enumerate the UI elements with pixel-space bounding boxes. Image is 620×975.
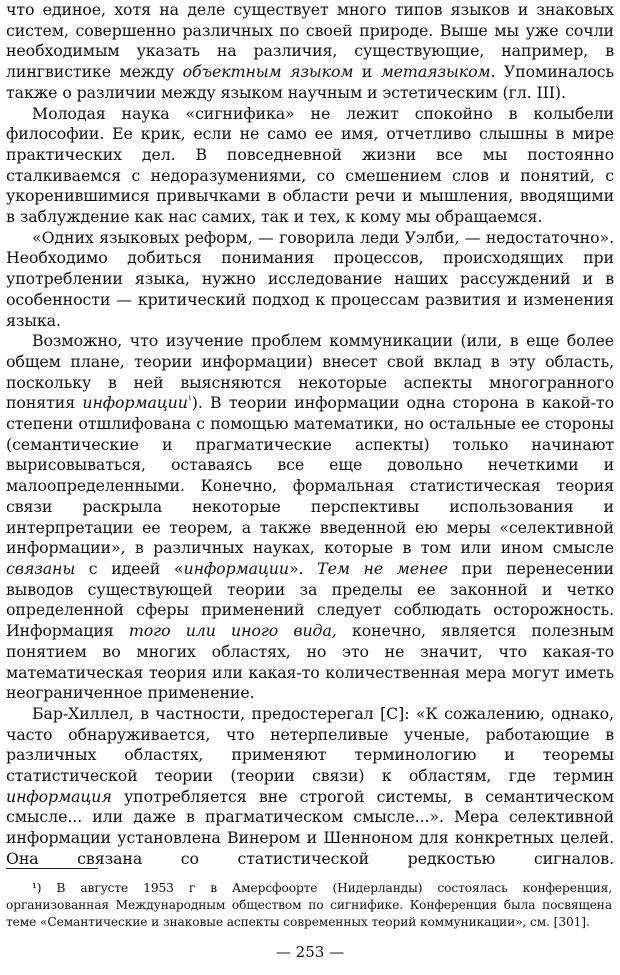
paragraph (6, 0, 614, 104)
book-page (6, 0, 614, 975)
text-run: с идеей « (75, 558, 184, 578)
text-run: употребляется вне строгой системы, в семантическом смысле... или даже в прагматическом смысле...». Мера селективной информации установлена Винером и Шенноном для конкретных целей. Она связана со статистической редкостью сигналов. (6, 786, 614, 868)
text-run: Молодая наука «сигнифика» не лежит спокойно в колыбели философии. Ее крик, если не само ее имя, отчетливо слышны в мире практических дел. В повседневной жизни все мы постоянно сталкиваемся с недоразумениями, со смешением слов и понятий, с укоренившимися привычками в области речи и мышления, вводящими в заблуждение как нас самих, так и тех, к кому мы обращаемся. (6, 103, 614, 227)
page-number: — 253 — (275, 943, 345, 961)
italic-text: информация (6, 786, 112, 806)
paragraph (6, 104, 614, 228)
paragraph (6, 704, 614, 870)
paragraph (6, 228, 614, 332)
italic-text: объектным языком (182, 62, 354, 82)
italic-text: того или иного вида, (128, 621, 337, 641)
text-run: Упоминалось также о различии между языком научным и эстетическим (гл. III). (6, 62, 614, 102)
text-run: ». (288, 558, 318, 578)
text-run: и (353, 62, 381, 82)
text-run: «Одних языковых реформ, — говорила леди Уэлби, — недостаточно». Необходимо добиться понимания процессов, происходящих при употреблении языка, нужно исследование наших рассуждений и в особенности — критический подход к процессам развития и изменения языка. (6, 227, 614, 330)
italic-text: информации (82, 393, 188, 413)
text-run: Бар-Хиллел, в частности, предостерегал [С]: «К сожалению, однако, часто обнаруживается, что нетерпеливые ученые, работающие в различных областях, применяют терминологию и теоремы статистической теории (теории связи) к областям, где термин (6, 703, 614, 786)
paragraph (6, 331, 614, 704)
text-run: Возможно, что изучение проблем коммуникации (или, в еще более общем плане, теории информации) внесет свой вклад в эту область, поскольку в ней выясняются некоторые аспекты многогранного понятия (6, 331, 614, 413)
footnote-divider (6, 868, 98, 869)
italic-text: Тем не менее (317, 558, 448, 578)
text-run: конечно, является полезным понятием во многих областях, но это не значит, что какая-то математическая теория или какая-то количественная мера могут иметь неограниченное применение. (6, 621, 614, 703)
text-run: что единое, хотя на деле существует много типов языков и знаковых систем, совершенно различных по своей природе. Выше мы уже сочли необходимым указать на различия, существующие, например, в лингвистике между (6, 0, 614, 82)
italic-text: метаязыком. (380, 62, 496, 82)
italic-text: связаны (6, 558, 76, 578)
footnote: ¹) В августе 1953 г в Амерсфоорте (Нидерланды) состоялась конференция, организованная Международным обществом по сигнифике. Конференция была посвящена теме «Семантические и знаковые аспекты современных теорий коммуникации», см. [301]. (6, 881, 612, 929)
text-run: ). В теории информации одна сторона в какой-то степени отшлифована с помощью математики, но остальные ее стороны (семантические и прагматические аспекты) только начинают вырисовываться, оставаясь все еще довольно нечеткими и малоопределенными. Конечно, формальная статистическая теория связи раскрыла некоторые перспективы использования и интерпретации ее теорем, а также введенной ею меры «селективной информации», в различных науках, которые в том или ином смысле (6, 393, 614, 558)
body-text (6, 0, 614, 870)
italic-text: информации (183, 558, 289, 578)
text-run: при перенесении выводов существующей теории за пределы ее законной и четко определенной сферы применений следует соблюдать осторожность. Информация (6, 558, 614, 641)
footnote-marker: ¹ (187, 395, 192, 407)
